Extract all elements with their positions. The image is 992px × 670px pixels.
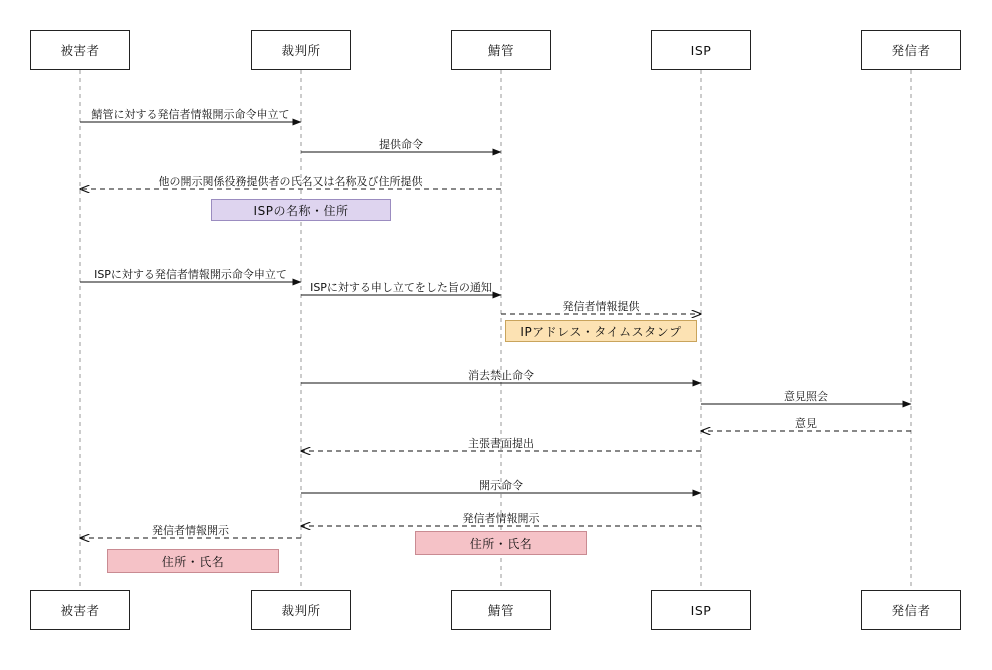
- message-label-m13: 発信者情報開示: [152, 524, 229, 537]
- message-label-m6: 発信者情報提供: [562, 300, 640, 313]
- actor-label: 裁判所: [281, 43, 321, 58]
- actor-box-sender-top: [861, 30, 961, 70]
- actor-box-sabakan-top: [451, 30, 551, 70]
- message-label-m3: 他の開示関係役務提供者の氏名又は名称及び住所提供: [158, 175, 423, 188]
- actor-label: 鯖管: [487, 43, 514, 58]
- message-label-m12: 発信者情報開示: [462, 512, 540, 525]
- message-label-m5: ISPに対する申し立てをした旨の通知: [310, 281, 492, 294]
- message-label-m4: ISPに対する発信者情報開示命令申立て: [94, 268, 287, 281]
- note-n2: [505, 320, 697, 342]
- message-label-m7: 消去禁止命令: [468, 369, 534, 382]
- note-label: 住所・氏名: [161, 554, 225, 569]
- actor-label: 裁判所: [281, 603, 321, 618]
- actor-box-isp-top: [651, 30, 751, 70]
- actor-box-isp-bottom: [651, 590, 751, 630]
- message-label-m2: 提供命令: [379, 138, 423, 151]
- actor-box-sender-bottom: [861, 590, 961, 630]
- actor-label: ISP: [690, 42, 712, 58]
- actor-box-victim-bottom: [30, 590, 130, 630]
- message-label-m9: 意見: [795, 417, 817, 430]
- note-n4: [107, 549, 279, 573]
- message-label-m8: 意見照会: [784, 390, 828, 403]
- actor-label: 発信者: [891, 43, 931, 58]
- actor-box-court-top: [251, 30, 351, 70]
- note-label: 住所・氏名: [469, 536, 533, 551]
- actor-box-court-bottom: [251, 590, 351, 630]
- actor-label: 被害者: [60, 603, 100, 618]
- actor-label: 発信者: [891, 603, 931, 618]
- actor-box-victim-top: [30, 30, 130, 70]
- actor-box-sabakan-bottom: [451, 590, 551, 630]
- message-label-m11: 開示命令: [479, 479, 523, 492]
- note-label: ISPの名称・住所: [253, 203, 349, 218]
- actor-label: ISP: [690, 602, 712, 618]
- actor-label: 鯖管: [487, 603, 514, 618]
- note-label: IPアドレス・タイムスタンプ: [520, 324, 682, 339]
- actor-label: 被害者: [60, 43, 100, 58]
- message-label-m10: 主張書面提出: [468, 437, 534, 450]
- note-n1: [211, 199, 391, 221]
- message-label-m1: 鯖管に対する発信者情報開示命令申立て: [91, 108, 290, 121]
- note-n3: [415, 531, 587, 555]
